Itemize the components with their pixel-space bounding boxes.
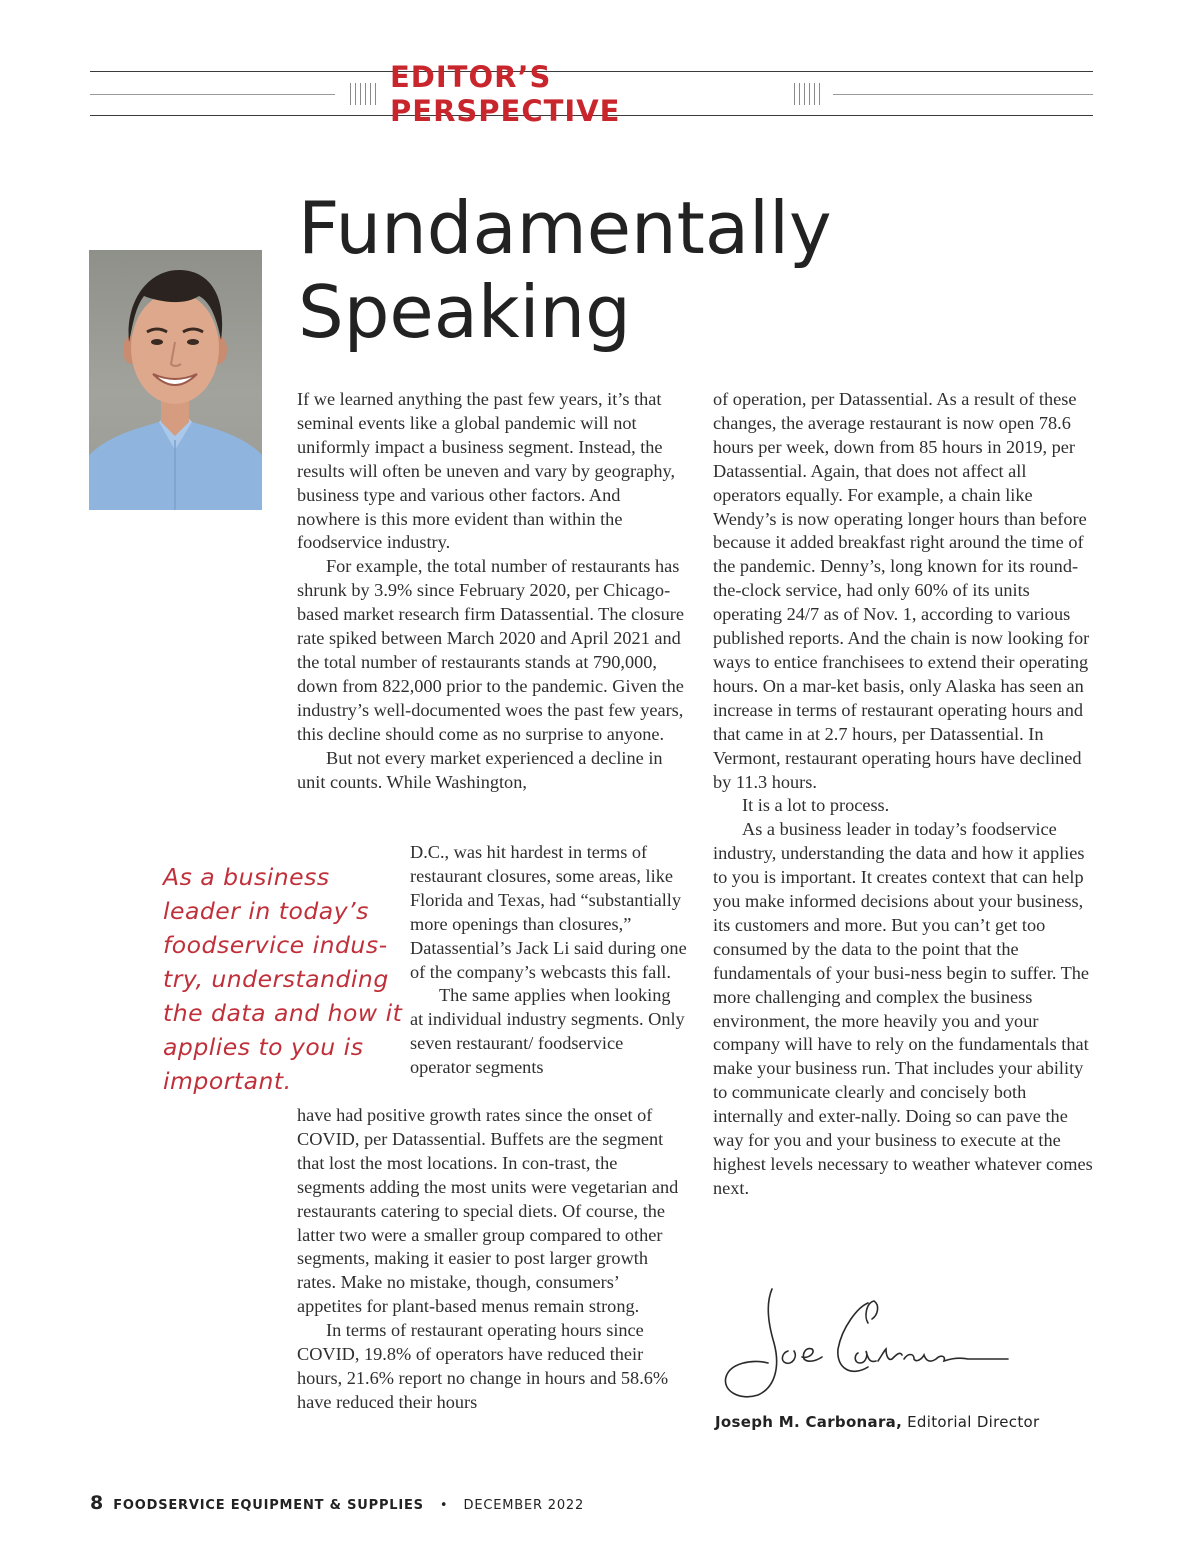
paragraph: It is a lot to process.	[742, 795, 890, 816]
pull-quote: As a business leader in today’s foodservice indus-try, understanding the data and how it applies to you is important.	[163, 863, 403, 1095]
author-photo	[89, 250, 262, 510]
paragraph: As a business leader in today’s foodservice industry, understanding the data and how it applies to you is important. It creates context that can help you make informed decisions about your business, its customers and more. But you can’t get too consumed by the data to the point that the fundamentals of your busi-ness begin to suffer. The more challenging and complex the business environment, the more heavily you and your company will have to rely on the fundamentals that make your business run. That includes your ability to communicate clearly and concisely both internally and exter-nally. Doing so can pave the way for you and your business to execute at the highest levels necessary to weather whatever comes next.	[713, 819, 1093, 1198]
author-name: Joseph M. Carbonara,	[715, 1413, 903, 1431]
paragraph: But not every market experienced a decline in unit counts. While Washington,	[297, 747, 663, 792]
paragraph: of operation, per Datassential. As a result of these changes, the average restaurant is now open 78.6 hours per week, down from 85 hours in 2019, per Datassential. Again, that does not affect all operators equally. For example, a chain like Wendy’s is now operating longer hours than before because it added breakfast right around the time of the pandemic. Denny’s, long known for its round-the-clock service, had only 60% of its units operating 24/7 as of Nov. 1, according to various published reports. And the chain is now looking for ways to entice franchisees to extend their operating hours. On a mar-ket basis, only Alaska has seen an increase in terms of restaurant operating hours and that came in at 2.7 hours, per Datassential. In Vermont, restaurant operating hours have declined by 11.3 hours.	[713, 389, 1090, 792]
headline-line-1: Fundamentally	[298, 186, 832, 270]
handwritten-signature	[718, 1283, 1018, 1403]
article-column-1-bottom	[297, 1104, 687, 1415]
section-label: EDITOR’S PERSPECTIVE	[390, 60, 621, 128]
paragraph: D.C., was hit hardest in terms of restaurant closures, some areas, like Florida and Texas, had “substantially more openings than closures,” Datassential’s Jack Li said during one of the company’s webcasts this fall.	[410, 842, 687, 982]
publication-name: FOODSERVICE EQUIPMENT & SUPPLIES	[113, 1498, 424, 1513]
header-right-rule	[833, 94, 1093, 95]
paragraph: For example, the total number of restaurants has shrunk by 3.9% since February 2020, per Chicago-based market research firm Datassential. The closure rate spiked between March 2020 and April 2021 and the total number of restaurants stands at 790,000, down from 822,000 prior to the pandemic. Given the industry’s well-documented woes the past few years, this decline should come as no surprise to anyone.	[297, 556, 684, 744]
paragraph: If we learned anything the past few years, it’s that seminal events like a global pandemic will not uniformly impact a business segment. Instead, the results will often be uneven and vary by geography, business type and various other factors. And nowhere is this more evident than within the foodservice industry.	[297, 389, 676, 553]
article-column-1-top	[297, 388, 687, 794]
section-header	[350, 60, 820, 128]
author-title: Editorial Director	[907, 1413, 1040, 1431]
page-number: 8	[90, 1492, 104, 1514]
headline-line-2: Speaking	[298, 270, 631, 354]
footer-separator: •	[439, 1498, 448, 1513]
headline	[298, 186, 898, 354]
article-column-2	[713, 388, 1098, 1201]
left-tick-ornament	[350, 83, 376, 105]
issue-date: DECEMBER 2022	[463, 1498, 585, 1513]
article-column-1-wrap	[410, 841, 687, 1080]
header-left-rule	[90, 94, 335, 95]
paragraph: In terms of restaurant operating hours since COVID, 19.8% of operators have reduced their hours, 21.6% report no change in hours and 58.6% have reduced their hours	[297, 1320, 669, 1412]
right-tick-ornament	[794, 83, 820, 105]
page-footer	[90, 1492, 584, 1514]
paragraph: have had positive growth rates since the onset of COVID, per Datassential. Buffets are the segment that lost the most locations. In con-trast, the segments adding the most units were vegetarian and restaurants catering to special diets. Of course, the latter two were a smaller group compared to other segments, making it easier to post larger growth rates. Make no mistake, though, consumers’ appetites for plant-based menus remain strong.	[297, 1105, 679, 1317]
byline	[715, 1413, 1039, 1431]
paragraph: The same applies when looking at individual industry segments. Only seven restaurant/ foodservice operator segments	[410, 985, 685, 1078]
